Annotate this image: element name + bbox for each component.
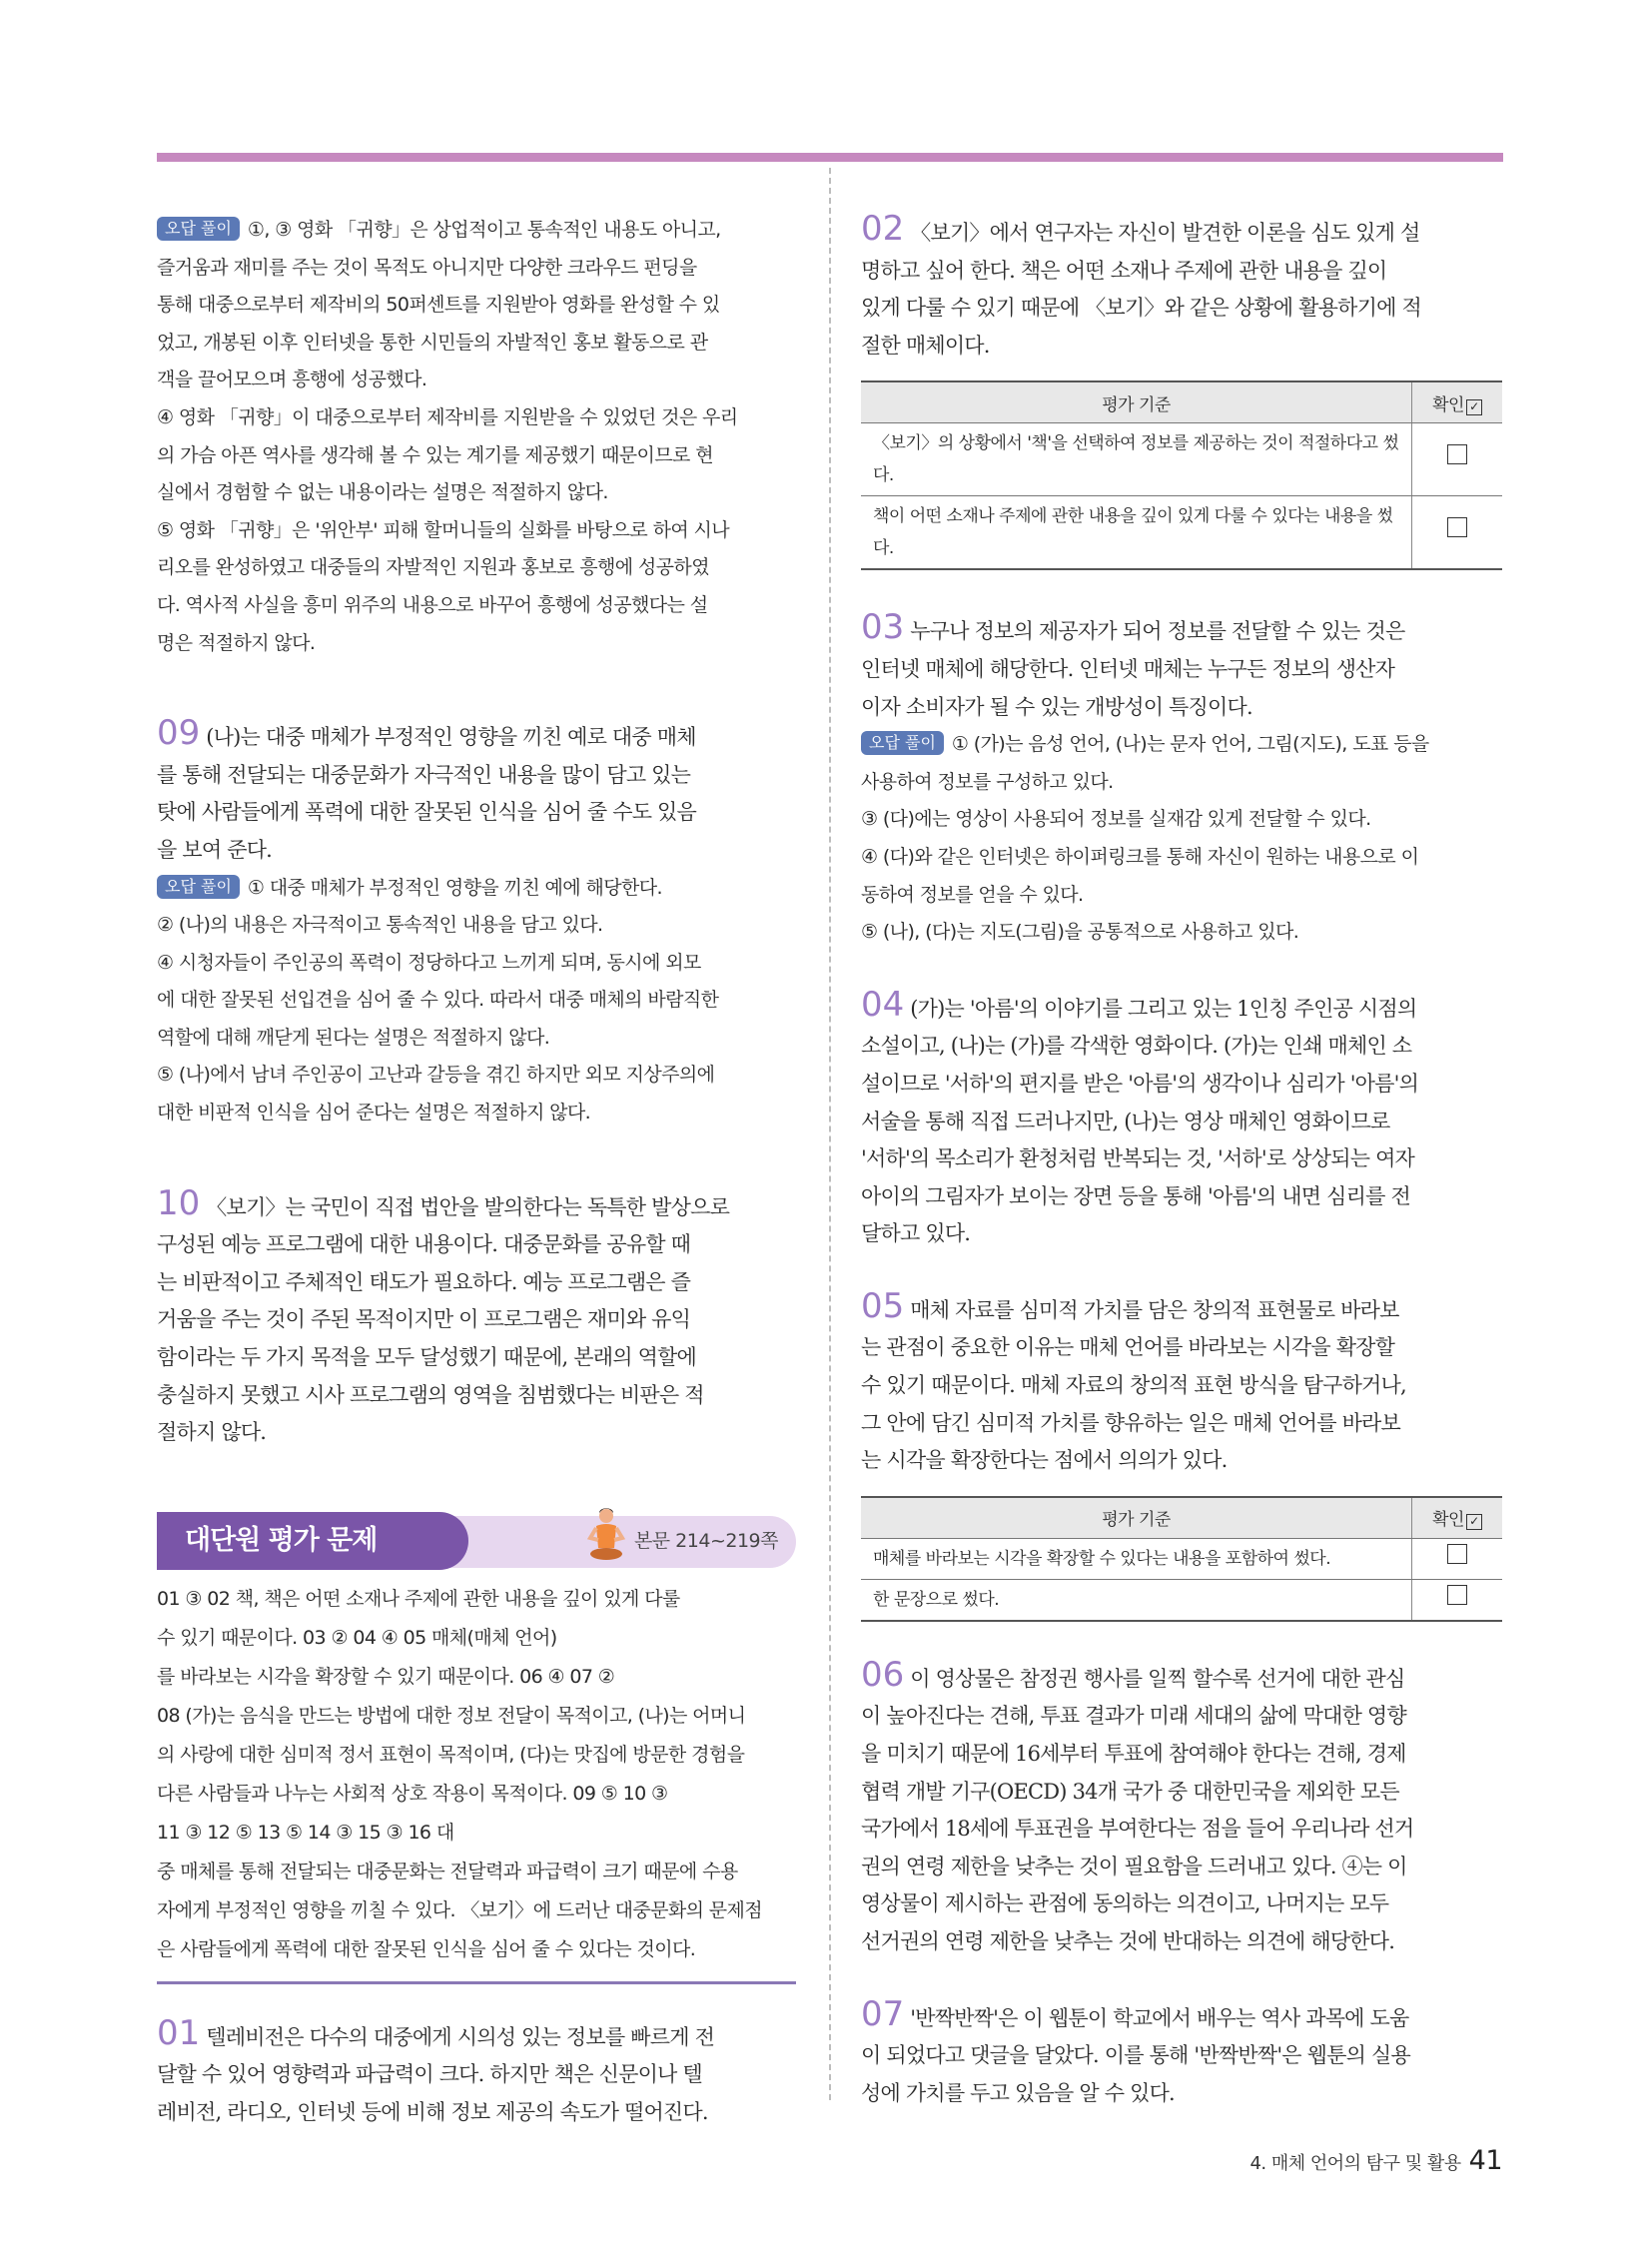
question-09 — [157, 713, 796, 869]
text-line: ⑤ 영화 「귀향」은 '위안부' 피해 할머니들의 실화를 바탕으로 하여 시나 — [157, 518, 730, 541]
text-line: ④ (다)와 같은 인터넷은 하이퍼링크를 통해 자신이 원하는 내용으로 이 — [861, 845, 1419, 868]
text-line: 에 대한 잘못된 선입견을 심어 줄 수 있다. 따라서 대중 매체의 바람직한 — [157, 989, 719, 1012]
page-number: 41 — [1468, 2145, 1502, 2176]
text-line: 을 미치기 때문에 16세부터 투표에 참여해야 한다는 견해, 경제 — [861, 1742, 1406, 1767]
criteria-cell: 매체를 바라보는 시각을 확장할 수 있다는 내용을 포함하여 썼다. — [861, 1538, 1412, 1579]
criteria-header: 평가 기준 — [861, 381, 1412, 423]
check-header: 확인 ✓ — [1412, 381, 1503, 423]
checkmark-icon: ✓ — [1466, 399, 1482, 415]
text-line: 국가에서 18세에 투표권을 부여한다는 점을 들어 우리나라 선거 — [861, 1817, 1414, 1842]
answer-line: 수 있기 때문이다. 03 ② 04 ④ 05 매체(매체 언어) — [157, 1626, 557, 1649]
text-line: 이 높아진다는 견해, 투표 결과가 미래 세대의 삶에 막대한 영향 — [861, 1704, 1406, 1729]
text-line: 역할에 대해 깨닫게 된다는 설명은 적절하지 않다. — [157, 1026, 550, 1049]
text-line: 달하고 있다. — [861, 1221, 971, 1246]
text-line: 있게 다룰 수 있기 때문에 〈보기〉와 같은 상황에 활용하기에 적 — [861, 296, 1421, 321]
text-line: 성에 가치를 두고 있음을 알 수 있다. — [861, 2080, 1175, 2105]
question-number: 02 — [861, 209, 905, 249]
question-number: 01 — [157, 2012, 201, 2053]
text-line: 구성된 예능 프로그램에 대한 내용이다. 대중문화를 공유할 때 — [157, 1232, 691, 1257]
text-line: ③ (다)에는 영상이 사용되어 정보를 실재감 있게 전달할 수 있다. — [861, 808, 1371, 831]
meditating-person-icon — [586, 1504, 626, 1568]
chapter-title: 4. 매체 언어의 탐구 및 활용 — [1249, 2153, 1461, 2174]
text-line: 었고, 개봉된 이후 인터넷을 통한 시민들의 자발적인 홍보 활동으로 관 — [157, 331, 708, 354]
text-line: ④ 시청자들이 주인공의 폭력이 정당하다고 느끼게 되며, 동시에 외모 — [157, 951, 701, 974]
unit-question-03 — [861, 607, 1500, 726]
text-line: 이자 소비자가 될 수 있는 개방성이 특징이다. — [861, 694, 1252, 719]
text-line: ④ 영화 「귀향」이 대중으로부터 제작비를 지원받을 수 있었던 것은 우리 — [157, 405, 738, 428]
question-number: 09 — [157, 713, 201, 754]
text-line: 〈보기〉에서 연구자는 자신이 발견한 이론을 심도 있게 설 — [910, 221, 1420, 245]
wrong-answer-badge: 오답 풀이 — [157, 875, 240, 899]
text-line: 협력 개발 기구(OECD) 34개 국가 중 대한민국을 제외한 모든 — [861, 1779, 1399, 1804]
text-line: (가)는 '아름'의 이야기를 그리고 있는 1인칭 주인공 시점의 — [910, 996, 1417, 1021]
text-line: 권의 연령 제한을 낮추는 것이 필요함을 드러내고 있다. ④는 이 — [861, 1854, 1407, 1878]
text-line: 실에서 경험할 수 없는 내용이라는 설명은 적절하지 않다. — [157, 481, 608, 504]
text-line: 설이므로 '서하'의 편지를 받은 '아름'의 생각이나 심리가 '아름'의 — [861, 1071, 1419, 1096]
answer-line: 를 바라보는 시각을 확장할 수 있기 때문이다. 06 ④ 07 ② — [157, 1665, 615, 1688]
table-row — [861, 1538, 1502, 1579]
table-row — [861, 423, 1502, 496]
text-line: 누구나 정보의 제공자가 되어 정보를 전달할 수 있는 것은 — [910, 619, 1405, 644]
answer-line: 08 (가)는 음식을 만드는 방법에 대한 정보 전달이 목적이고, (나)는 어머니 — [157, 1704, 746, 1727]
text-line: 는 시각을 확장한다는 점에서 의의가 있다. — [861, 1448, 1228, 1473]
table-row — [861, 496, 1502, 570]
checkbox[interactable] — [1447, 1544, 1467, 1564]
question-number: 05 — [861, 1285, 905, 1326]
answer-line: 11 ③ 12 ⑤ 13 ⑤ 14 ③ 15 ③ 16 대 — [157, 1821, 454, 1844]
wrong-answer-badge: 오답 풀이 — [157, 217, 240, 241]
text-line: 텔레비전은 다수의 대중에게 시의성 있는 정보를 빠르게 전 — [206, 2024, 715, 2049]
text-line: 이 되었다고 댓글을 달았다. 이를 통해 '반짝반짝'은 웹툰의 실용 — [861, 2043, 1410, 2068]
text-line: '서하'의 목소리가 환청처럼 반복되는 것, '서하'로 상상되는 여자 — [861, 1146, 1415, 1171]
checkbox[interactable] — [1447, 1585, 1467, 1605]
text-line: 대한 비판적 인식을 심어 준다는 설명은 적절하지 않다. — [157, 1102, 591, 1124]
answer-line: 01 ③ 02 책, 책은 어떤 소재나 주제에 관한 내용을 깊이 있게 다룰 — [157, 1587, 680, 1610]
unit-title: 대단원 평가 문제 — [157, 1512, 468, 1570]
text-line: 달할 수 있어 영향력과 파급력이 크다. 하지만 책은 신문이나 텔 — [157, 2062, 702, 2087]
evaluation-table-02 — [861, 380, 1502, 570]
answer-line: 중 매체를 통해 전달되는 대중문화는 전달력과 파급력이 크기 때문에 수용 — [157, 1860, 738, 1882]
page-reference: 본문 214~219쪽 — [633, 1529, 778, 1552]
text-line: 절하지 않다. — [157, 1420, 267, 1445]
question-number: 06 — [861, 1654, 905, 1695]
text-line: ⑤ (나)에서 남녀 주인공이 고난과 갈등을 겪긴 하지만 외모 지상주의에 — [157, 1064, 715, 1087]
unit-evaluation-banner — [157, 1512, 796, 1570]
text-line: 수 있기 때문이다. 매체 자료의 창의적 표현 방식을 탐구하거나, — [861, 1373, 1406, 1398]
page-footer — [1249, 2145, 1502, 2176]
explanation-08 — [157, 212, 796, 662]
answer-line: 의 사랑에 대한 심미적 정서 표현이 목적이며, (다)는 맛집에 방문한 경험을 — [157, 1743, 745, 1766]
text-line: ① 대중 매체가 부정적인 영향을 끼친 예에 해당한다. — [247, 876, 662, 899]
text-line: 레비전, 라디오, 인터넷 등에 비해 정보 제공의 속도가 떨어진다. — [157, 2100, 708, 2124]
question-number: 07 — [861, 1993, 905, 2034]
text-line: ①, ③ 영화 「귀향」은 상업적이고 통속적인 내용도 아니고, — [247, 219, 721, 241]
text-line: 동하여 정보를 얻을 수 있다. — [861, 883, 1084, 906]
answer-line: 은 사람들에게 폭력에 대한 잘못된 인식을 심어 줄 수 있다는 것이다. — [157, 1937, 696, 1960]
column-divider — [829, 168, 831, 2100]
table-row — [861, 1579, 1502, 1621]
text-line: 충실하지 못했고 시사 프로그램의 영역을 침범했다는 비판은 적 — [157, 1382, 704, 1407]
answer-line: 다른 사람들과 나누는 사회적 상호 작용이 목적이다. 09 ⑤ 10 ③ — [157, 1782, 668, 1805]
text-line: 통해 대중으로부터 제작비의 50퍼센트를 지원받아 영화를 완성할 수 있 — [157, 294, 720, 317]
answer-list — [157, 1580, 796, 1969]
text-line: 인터넷 매체에 해당한다. 인터넷 매체는 누구든 정보의 생산자 — [861, 656, 1395, 681]
text-line: 사용하여 정보를 구성하고 있다. — [861, 770, 1114, 793]
evaluation-table-05 — [861, 1496, 1502, 1622]
text-line: 그 안에 담긴 심미적 가치를 향유하는 일은 매체 언어를 바라보 — [861, 1410, 1401, 1435]
explanation-03 — [861, 726, 1500, 952]
criteria-cell: 한 문장으로 썼다. — [861, 1579, 1412, 1621]
question-10 — [157, 1182, 796, 1452]
text-line: 소설이고, (나)는 (가)를 각색한 영화이다. (가)는 인쇄 매체인 소 — [861, 1034, 1412, 1059]
text-line: (나)는 대중 매체가 부정적인 영향을 끼친 예로 대중 매체 — [206, 725, 696, 750]
text-line: 는 관점이 중요한 이유는 매체 언어를 바라보는 시각을 확장할 — [861, 1335, 1395, 1360]
text-line: 이 영상물은 참정권 행사를 일찍 할수록 선거에 대한 관심 — [910, 1666, 1405, 1691]
question-number: 10 — [157, 1182, 201, 1223]
unit-question-02 — [861, 209, 1500, 365]
text-line: 탓에 사람들에게 폭력에 대한 잘못된 인식을 심어 줄 수도 있음 — [157, 800, 697, 825]
text-line: 거움을 주는 것이 주된 목적이지만 이 프로그램은 재미와 유익 — [157, 1307, 691, 1332]
text-line: '반짝반짝'은 이 웹툰이 학교에서 배우는 역사 과목에 도움 — [910, 2005, 1409, 2030]
criteria-header: 평가 기준 — [861, 1497, 1412, 1539]
unit-question-07 — [861, 1993, 1500, 2113]
unit-question-01 — [157, 2012, 796, 2132]
text-line: 영상물이 제시하는 관점에 동의하는 의견이고, 나머지는 모두 — [861, 1891, 1389, 1916]
checkbox[interactable] — [1447, 444, 1467, 464]
question-number: 03 — [861, 607, 905, 648]
text-line: 다. 역사적 사실을 흥미 위주의 내용으로 바꾸어 흥행에 성공했다는 설 — [157, 593, 708, 616]
text-line: 의 가슴 아픈 역사를 생각해 볼 수 있는 계기를 제공했기 때문이므로 현 — [157, 443, 713, 466]
text-line: 함이라는 두 가지 목적을 모두 달성했기 때문에, 본래의 역할에 — [157, 1345, 697, 1370]
explanation-09 — [157, 870, 796, 1132]
text-line: 리오를 완성하였고 대중들의 자발적인 지원과 홍보로 흥행에 성공하였 — [157, 556, 709, 579]
criteria-cell: 〈보기〉의 상황에서 '책'을 선택하여 정보를 제공하는 것이 적절하다고 썼다. — [861, 423, 1412, 496]
text-line: 을 보여 준다. — [157, 837, 273, 862]
text-line: 절한 매체이다. — [861, 333, 990, 358]
text-line: 아이의 그림자가 보이는 장면 등을 통해 '아름'의 내면 심리를 전 — [861, 1183, 1410, 1208]
text-line: 즐거움과 재미를 주는 것이 목적도 아니지만 다양한 크라우드 펀딩을 — [157, 256, 697, 279]
left-column — [157, 212, 796, 2132]
unit-question-06 — [861, 1654, 1500, 1961]
text-line: 는 비판적이고 주체적인 태도가 필요하다. 예능 프로그램은 즐 — [157, 1269, 691, 1294]
criteria-cell: 책이 어떤 소재나 주제에 관한 내용을 깊이 있게 다룰 수 있다는 내용을 썼다. — [861, 496, 1412, 570]
right-column — [861, 209, 1500, 2112]
question-number: 04 — [861, 984, 905, 1025]
text-line: 선거권의 연령 제한을 낮추는 것에 반대하는 의견에 해당한다. — [861, 1929, 1395, 1953]
text-line: 〈보기〉는 국민이 직접 법안을 발의한다는 독특한 발상으로 — [206, 1194, 730, 1219]
text-line: 매체 자료를 심미적 가치를 담은 창의적 표현물로 바라보 — [910, 1297, 1399, 1322]
check-header: 확인 ✓ — [1412, 1497, 1503, 1539]
text-line: 를 통해 전달되는 대중문화가 자극적인 내용을 많이 담고 있는 — [157, 762, 691, 787]
text-line: 객을 끌어모으며 흥행에 성공했다. — [157, 369, 427, 391]
text-line: 서술을 통해 직접 드러나지만, (나)는 영상 매체인 영화이므로 — [861, 1109, 1390, 1133]
checkmark-icon: ✓ — [1466, 1514, 1482, 1530]
answer-line: 자에게 부정적인 영향을 끼칠 수 있다. 〈보기〉에 드러난 대중문화의 문제점 — [157, 1898, 763, 1921]
unit-question-04 — [861, 984, 1500, 1253]
checkbox[interactable] — [1447, 517, 1467, 537]
text-line: 명은 적절하지 않다. — [157, 631, 316, 654]
unit-question-05 — [861, 1285, 1500, 1480]
text-line: ⑤ (나), (다)는 지도(그림)을 공통적으로 사용하고 있다. — [861, 921, 1299, 944]
top-rule — [157, 153, 1503, 162]
text-line: ① (가)는 음성 언어, (나)는 문자 언어, 그림(지도), 도표 등을 — [951, 733, 1429, 756]
text-line: ② (나)의 내용은 자극적이고 통속적인 내용을 담고 있다. — [157, 914, 603, 937]
wrong-answer-badge: 오답 풀이 — [861, 731, 944, 755]
text-line: 명하고 싶어 한다. 책은 어떤 소재나 주제에 관한 내용을 깊이 — [861, 258, 1387, 283]
